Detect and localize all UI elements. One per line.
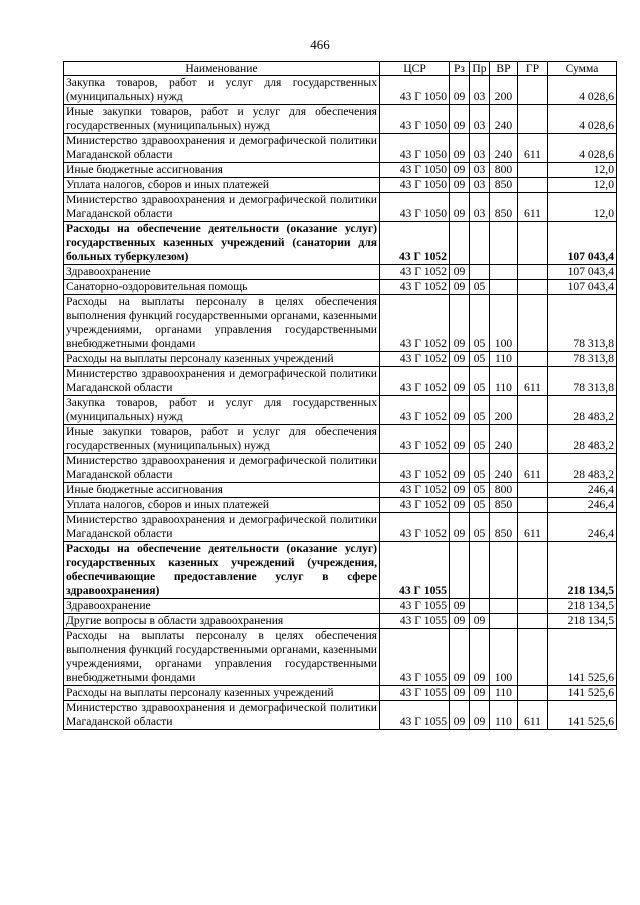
- cell-pr: 09: [470, 629, 490, 686]
- cell-sum: 218 134,5: [548, 599, 617, 614]
- cell-name: Министерство здравоохранения и демографической политики Магаданской области: [64, 701, 380, 730]
- table-row: [64, 265, 617, 280]
- cell-vr: 850: [490, 498, 518, 513]
- cell-sum: 12,0: [548, 193, 617, 222]
- cell-gr: 611: [518, 367, 548, 396]
- cell-name: Здравоохранение: [64, 599, 380, 614]
- cell-rz: 09: [450, 483, 470, 498]
- table-row: [64, 686, 617, 701]
- page-number: 466: [310, 37, 330, 52]
- cell-rz: 09: [450, 178, 470, 193]
- cell-csr: 43 Г 1050: [380, 178, 450, 193]
- cell-csr: 43 Г 1052: [380, 265, 450, 280]
- table-row: [64, 614, 617, 629]
- cell-gr: [518, 295, 548, 352]
- cell-name: Расходы на выплаты персоналу в целях обеспечения выполнения функций государственными органами, казенными учреждениями, органами управления государственными внебюджетными фондами: [64, 295, 380, 352]
- table-row: [64, 222, 617, 265]
- header-rz: Рз: [450, 62, 470, 76]
- header-gr: ГР: [518, 62, 548, 76]
- cell-pr: [470, 542, 490, 599]
- cell-vr: 800: [490, 483, 518, 498]
- cell-sum: 141 525,6: [548, 701, 617, 730]
- cell-csr: 43 Г 1055: [380, 542, 450, 599]
- cell-pr: 05: [470, 352, 490, 367]
- cell-pr: 05: [470, 498, 490, 513]
- header-row: [64, 62, 617, 76]
- cell-gr: [518, 425, 548, 454]
- table-row: [64, 295, 617, 352]
- cell-gr: [518, 76, 548, 105]
- cell-gr: 611: [518, 701, 548, 730]
- cell-gr: [518, 105, 548, 134]
- cell-csr: 43 Г 1052: [380, 498, 450, 513]
- cell-pr: 03: [470, 178, 490, 193]
- cell-sum: 78 313,8: [548, 352, 617, 367]
- cell-sum: 78 313,8: [548, 295, 617, 352]
- cell-sum: 28 483,2: [548, 454, 617, 483]
- table-row: [64, 701, 617, 730]
- cell-gr: [518, 686, 548, 701]
- cell-csr: 43 Г 1052: [380, 483, 450, 498]
- cell-name: Иные бюджетные ассигнования: [64, 483, 380, 498]
- cell-csr: 43 Г 1052: [380, 425, 450, 454]
- cell-csr: 43 Г 1052: [380, 295, 450, 352]
- cell-rz: 09: [450, 599, 470, 614]
- cell-gr: [518, 178, 548, 193]
- table-row: [64, 498, 617, 513]
- cell-sum: 4 028,6: [548, 76, 617, 105]
- cell-rz: 09: [450, 614, 470, 629]
- cell-vr: 110: [490, 686, 518, 701]
- cell-vr: 110: [490, 701, 518, 730]
- table-row: [64, 367, 617, 396]
- cell-name: Расходы на выплаты персоналу в целях обеспечения выполнения функций государственными органами, казенными учреждениями, органами управления государственными внебюджетными фондами: [64, 629, 380, 686]
- cell-gr: [518, 280, 548, 295]
- cell-sum: 4 028,6: [548, 134, 617, 163]
- cell-sum: 218 134,5: [548, 542, 617, 599]
- cell-vr: [490, 280, 518, 295]
- cell-name: Закупка товаров, работ и услуг для государственных (муниципальных) нужд: [64, 396, 380, 425]
- cell-rz: 09: [450, 498, 470, 513]
- cell-name: Министерство здравоохранения и демографической политики Магаданской области: [64, 454, 380, 483]
- table-row: [64, 352, 617, 367]
- cell-csr: 43 Г 1055: [380, 686, 450, 701]
- cell-name: Иные закупки товаров, работ и услуг для обеспечения государственных (муниципальных) нужд: [64, 425, 380, 454]
- cell-csr: 43 Г 1050: [380, 105, 450, 134]
- cell-sum: 246,4: [548, 498, 617, 513]
- cell-csr: 43 Г 1050: [380, 134, 450, 163]
- header-csr: ЦСР: [380, 62, 450, 76]
- cell-gr: 611: [518, 134, 548, 163]
- cell-rz: 09: [450, 265, 470, 280]
- cell-rz: 09: [450, 629, 470, 686]
- cell-rz: 09: [450, 193, 470, 222]
- cell-vr: 240: [490, 105, 518, 134]
- cell-vr: 850: [490, 178, 518, 193]
- cell-gr: 611: [518, 193, 548, 222]
- table-row: [64, 599, 617, 614]
- cell-csr: 43 Г 1055: [380, 629, 450, 686]
- cell-gr: [518, 265, 548, 280]
- cell-pr: 05: [470, 425, 490, 454]
- cell-gr: [518, 483, 548, 498]
- cell-vr: 100: [490, 295, 518, 352]
- cell-vr: [490, 265, 518, 280]
- table-row: [64, 178, 617, 193]
- table-row: [64, 396, 617, 425]
- cell-csr: 43 Г 1052: [380, 352, 450, 367]
- cell-sum: 107 043,4: [548, 265, 617, 280]
- cell-rz: [450, 542, 470, 599]
- cell-rz: 09: [450, 701, 470, 730]
- cell-rz: 09: [450, 352, 470, 367]
- cell-pr: 05: [470, 367, 490, 396]
- cell-name: Расходы на обеспечение деятельности (оказание услуг) государственных казенных учреждений (санатории для больных туберкулезом): [64, 222, 380, 265]
- cell-pr: 09: [470, 614, 490, 629]
- table-row: [64, 105, 617, 134]
- cell-gr: [518, 352, 548, 367]
- cell-sum: 12,0: [548, 178, 617, 193]
- table-row: [64, 425, 617, 454]
- cell-rz: 09: [450, 280, 470, 295]
- cell-csr: 43 Г 1050: [380, 193, 450, 222]
- cell-vr: 110: [490, 352, 518, 367]
- cell-pr: [470, 222, 490, 265]
- cell-name: Министерство здравоохранения и демографической политики Магаданской области: [64, 513, 380, 542]
- cell-pr: 03: [470, 134, 490, 163]
- cell-sum: 246,4: [548, 513, 617, 542]
- cell-vr: 200: [490, 396, 518, 425]
- cell-name: Санаторно-оздоровительная помощь: [64, 280, 380, 295]
- cell-rz: 09: [450, 686, 470, 701]
- table-row: [64, 542, 617, 599]
- cell-csr: 43 Г 1055: [380, 614, 450, 629]
- table-row: [64, 454, 617, 483]
- cell-rz: 09: [450, 513, 470, 542]
- table-row: [64, 134, 617, 163]
- cell-csr: 43 Г 1055: [380, 599, 450, 614]
- table-row: [64, 513, 617, 542]
- budget-table: [63, 61, 617, 730]
- cell-vr: 850: [490, 513, 518, 542]
- cell-gr: 611: [518, 454, 548, 483]
- cell-pr: 05: [470, 483, 490, 498]
- cell-gr: [518, 629, 548, 686]
- cell-name: Министерство здравоохранения и демографической политики Магаданской области: [64, 134, 380, 163]
- cell-rz: 09: [450, 367, 470, 396]
- cell-pr: 03: [470, 163, 490, 178]
- cell-rz: 09: [450, 396, 470, 425]
- cell-rz: 09: [450, 76, 470, 105]
- cell-gr: [518, 498, 548, 513]
- header-name: Наименование: [64, 62, 380, 76]
- cell-name: Уплата налогов, сборов и иных платежей: [64, 498, 380, 513]
- cell-pr: [470, 265, 490, 280]
- cell-vr: [490, 614, 518, 629]
- cell-sum: 12,0: [548, 163, 617, 178]
- cell-csr: 43 Г 1052: [380, 222, 450, 265]
- cell-pr: 05: [470, 396, 490, 425]
- cell-pr: 03: [470, 76, 490, 105]
- header-sum: Сумма: [548, 62, 617, 76]
- cell-gr: [518, 614, 548, 629]
- cell-vr: 800: [490, 163, 518, 178]
- cell-name: Закупка товаров, работ и услуг для государственных (муниципальных) нужд: [64, 76, 380, 105]
- cell-rz: 09: [450, 295, 470, 352]
- cell-name: Иные бюджетные ассигнования: [64, 163, 380, 178]
- cell-sum: 4 028,6: [548, 105, 617, 134]
- cell-pr: 09: [470, 686, 490, 701]
- cell-name: Здравоохранение: [64, 265, 380, 280]
- cell-csr: 43 Г 1052: [380, 367, 450, 396]
- cell-name: Расходы на выплаты персоналу казенных учреждений: [64, 352, 380, 367]
- table-row: [64, 483, 617, 498]
- cell-gr: [518, 542, 548, 599]
- cell-name: Иные закупки товаров, работ и услуг для обеспечения государственных (муниципальных) нужд: [64, 105, 380, 134]
- cell-sum: 246,4: [548, 483, 617, 498]
- cell-rz: [450, 222, 470, 265]
- cell-sum: 141 525,6: [548, 629, 617, 686]
- cell-sum: 107 043,4: [548, 280, 617, 295]
- cell-csr: 43 Г 1052: [380, 454, 450, 483]
- cell-name: Расходы на выплаты персоналу казенных учреждений: [64, 686, 380, 701]
- cell-vr: 240: [490, 454, 518, 483]
- table-row: [64, 280, 617, 295]
- cell-csr: 43 Г 1050: [380, 163, 450, 178]
- cell-pr: 03: [470, 105, 490, 134]
- cell-rz: 09: [450, 105, 470, 134]
- cell-vr: 240: [490, 425, 518, 454]
- table-row: [64, 193, 617, 222]
- cell-csr: 43 Г 1050: [380, 76, 450, 105]
- cell-vr: [490, 599, 518, 614]
- cell-rz: 09: [450, 134, 470, 163]
- cell-pr: 03: [470, 193, 490, 222]
- cell-rz: 09: [450, 425, 470, 454]
- cell-csr: 43 Г 1052: [380, 513, 450, 542]
- cell-vr: 240: [490, 134, 518, 163]
- cell-sum: 28 483,2: [548, 396, 617, 425]
- cell-gr: [518, 396, 548, 425]
- header-vr: ВР: [490, 62, 518, 76]
- table-row: [64, 163, 617, 178]
- cell-name: Министерство здравоохранения и демографической политики Магаданской области: [64, 193, 380, 222]
- cell-name: Другие вопросы в области здравоохранения: [64, 614, 380, 629]
- cell-vr: 850: [490, 193, 518, 222]
- cell-sum: 141 525,6: [548, 686, 617, 701]
- cell-sum: 107 043,4: [548, 222, 617, 265]
- cell-vr: 110: [490, 367, 518, 396]
- cell-name: Уплата налогов, сборов и иных платежей: [64, 178, 380, 193]
- cell-sum: 78 313,8: [548, 367, 617, 396]
- cell-gr: 611: [518, 513, 548, 542]
- cell-sum: 218 134,5: [548, 614, 617, 629]
- header-pr: Пр: [470, 62, 490, 76]
- cell-vr: [490, 542, 518, 599]
- cell-name: Расходы на обеспечение деятельности (оказание услуг) государственных казенных учреждений (учреждения, обеспечивающие предоставление услуг в сфере здравоохранения): [64, 542, 380, 599]
- cell-sum: 28 483,2: [548, 425, 617, 454]
- cell-pr: [470, 599, 490, 614]
- cell-csr: 43 Г 1055: [380, 701, 450, 730]
- cell-rz: 09: [450, 163, 470, 178]
- cell-vr: 100: [490, 629, 518, 686]
- cell-vr: [490, 222, 518, 265]
- cell-pr: 05: [470, 295, 490, 352]
- cell-vr: 200: [490, 76, 518, 105]
- table-row: [64, 76, 617, 105]
- cell-gr: [518, 222, 548, 265]
- cell-csr: 43 Г 1052: [380, 280, 450, 295]
- cell-pr: 09: [470, 701, 490, 730]
- table-row: [64, 629, 617, 686]
- cell-name: Министерство здравоохранения и демографической политики Магаданской области: [64, 367, 380, 396]
- cell-gr: [518, 599, 548, 614]
- cell-pr: 05: [470, 454, 490, 483]
- cell-gr: [518, 163, 548, 178]
- cell-pr: 05: [470, 280, 490, 295]
- cell-pr: 05: [470, 513, 490, 542]
- cell-csr: 43 Г 1052: [380, 396, 450, 425]
- cell-rz: 09: [450, 454, 470, 483]
